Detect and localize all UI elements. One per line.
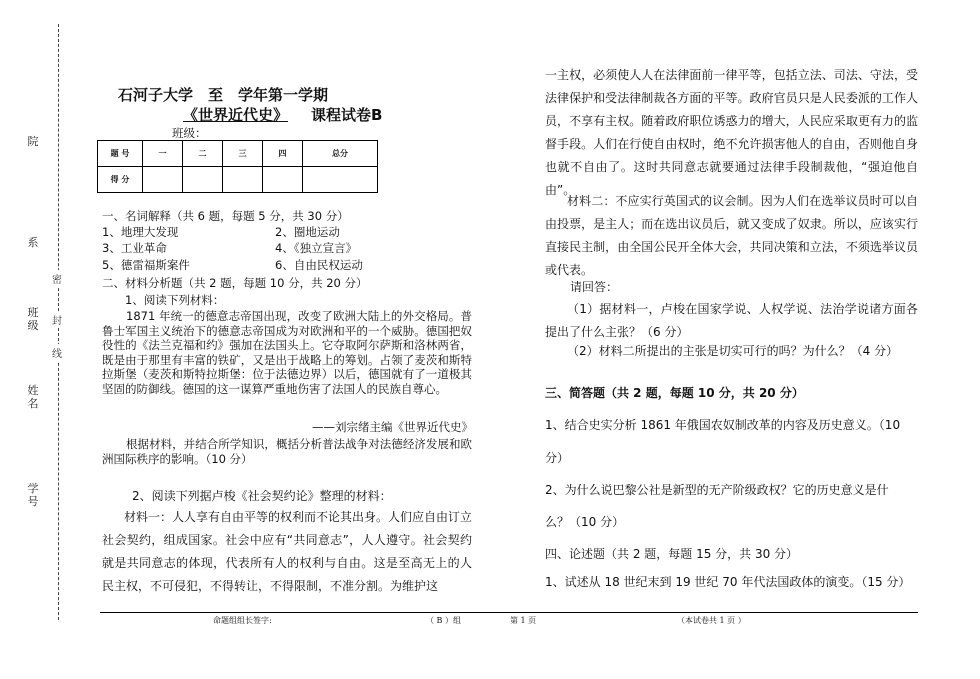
term-1: 1、地理大发现 <box>102 225 179 239</box>
score-table-cell: 三 <box>223 141 263 167</box>
section-3-heading: 三、简答题（共 2 题，每题 10 分，共 20 分） <box>545 386 804 400</box>
question-1-material: 1871 年统一的德意志帝国出现，改变了欧洲大陆上的外交格局。普鲁士军国主义统治下的德意志帝国成为对欧洲和平的一个威胁。德国把奴役性的《法兰克福和约》强加在法国头上。它夺取阿尔萨斯和洛林两省，既是由于那里有丰富的铁矿，又是出于战略上的筹划。占领了麦茨和斯特拉斯堡（麦茨和斯特拉斯堡：位于法德边界）以后，德国就有了一道极其坚固的防御线。德国的这一谋算严重地伤害了法国人的民族自尊心。 <box>102 309 472 396</box>
term-6: 6、自由民权运动 <box>275 258 363 272</box>
term-2: 2、圈地运动 <box>275 225 340 239</box>
score-table-cell: 题 号 <box>98 141 143 167</box>
question-2-material-1: 材料一：人人享有自由平等的权利而不论其出身。人们应自由订立社会契约，组成国家。社会中应有“共同意志”，人人遵守。社会契约就是共同意志的体现，代表所有人的权利与自由。这是至高无上的人民主权，不可侵犯，不得转让，不得限制，不准分割。为维护这 <box>102 510 473 593</box>
short-answer-1: 1、结合史实分析 1861 年俄国农奴制改革的内容及历史意义。（10 <box>545 418 901 432</box>
score-table-cell: 得 分 <box>98 167 143 193</box>
footer-signer: 命题组组长签字: <box>213 616 272 625</box>
score-table <box>97 140 378 193</box>
section-2-heading: 二、材料分析题（共 2 题，每题 10 分，共 20 分） <box>102 276 368 290</box>
footer-rule <box>100 612 918 613</box>
question-2-material-1-continued: 一主权，必须使人人在法律面前一律平等，包括立法、司法、守法，受法律保护和受法律制裁各方面的平等。政府官员只是人民委派的工作人员，不享有主权。随着政府职位诱惑力的增大，人民应采取更有力的监督手段。人们在行使自由权时，绝不允许损害他人的自由，否则他自身也就不自由了。这时共同意志就要通过法律手段制裁他，“强迫他自由”。 <box>545 68 918 197</box>
score-table-cell: 二 <box>183 141 223 167</box>
class-label: 班级： <box>172 126 207 140</box>
question-1-source: ——刘宗绪主编《世界近代史》 <box>312 420 473 434</box>
paper-label: 课程试卷B <box>311 106 383 124</box>
margin-label-class: 班级 <box>27 306 39 332</box>
score-table-header-row <box>98 141 378 167</box>
question-2-heading: 2、阅读下列据卢梭《社会契约论》整理的材料： <box>132 489 392 503</box>
margin-label-name: 姓名 <box>27 384 39 410</box>
term-3: 3、工业革命 <box>102 241 167 255</box>
footer-page: 第 1 页 <box>510 616 537 625</box>
score-cell-empty <box>223 167 263 193</box>
margin-label-student-id: 学号 <box>27 482 39 508</box>
section-1-heading: 一、名词解释（共 6 题，每题 5 分，共 30 分） <box>102 209 349 223</box>
score-table-cell: 四 <box>263 141 303 167</box>
section-4-heading: 四、论述题（共 2 题，每题 15 分，共 30 分） <box>545 547 799 561</box>
question-2-material-2: 材料二：不应实行英国式的议会制。因为人们在选举议员时可以自由投票，是主人；而在选出议员后，就又变成了奴隶。所以，应该实行直接民主制，由全国公民开全体大会，共同决策和立法，不须选举议员或代表。 <box>545 194 918 277</box>
footer-group: （ B ）组 <box>426 616 461 625</box>
margin-label-faculty: 系 <box>27 236 39 249</box>
term-4: 4、《独立宣言》 <box>275 241 358 255</box>
seal-char-xian: 线 <box>52 344 62 361</box>
seal-char-feng: 封 <box>52 311 62 328</box>
term-5: 5、德雷福斯案件 <box>102 258 190 272</box>
score-cell-empty <box>143 167 183 193</box>
score-table-cell: 总分 <box>303 141 378 167</box>
score-cell-empty <box>183 167 223 193</box>
score-cell-empty <box>303 167 378 193</box>
footer-total-pages: （本试卷共 1 页 ） <box>677 616 746 625</box>
question-2-sub-1: （1）据材料一，卢梭在国家学说、人权学说、法治学说诸方面各提出了什么主张？（6 分） <box>545 302 918 339</box>
seal-char-mi: 密 <box>52 270 62 287</box>
margin-label-department: 院 <box>27 135 39 148</box>
question-1-prompt: 根据材料，并结合所学知识，概括分析普法战争对法德经济发展和欧洲国际秩序的影响。（10 分） <box>102 437 472 466</box>
exam-title: 石河子大学 至 学年第一学期 <box>118 86 329 104</box>
course-name: 《世界近代史》 <box>183 106 289 124</box>
short-answer-1-end: 分） <box>545 451 570 465</box>
score-cell-empty <box>263 167 303 193</box>
short-answer-2: 2、为什么说巴黎公社是新型的无产阶级政权？它的历史意义是什 <box>545 483 889 497</box>
question-2-sub-2: （2）材料二所提出的主张是切实可行的吗？为什么？（4 分） <box>567 344 899 358</box>
question-1-heading: 1、阅读下列材料： <box>125 293 225 307</box>
score-table-cell: 一 <box>143 141 183 167</box>
short-answer-2-end: 么？（10 分） <box>545 515 625 529</box>
score-table-score-row <box>98 167 378 193</box>
essay-question-1: 1、试述从 18 世纪末到 19 世纪 70 年代法国政体的演变。（15 分） <box>545 575 911 589</box>
answer-prompt: 请回答： <box>570 280 619 294</box>
